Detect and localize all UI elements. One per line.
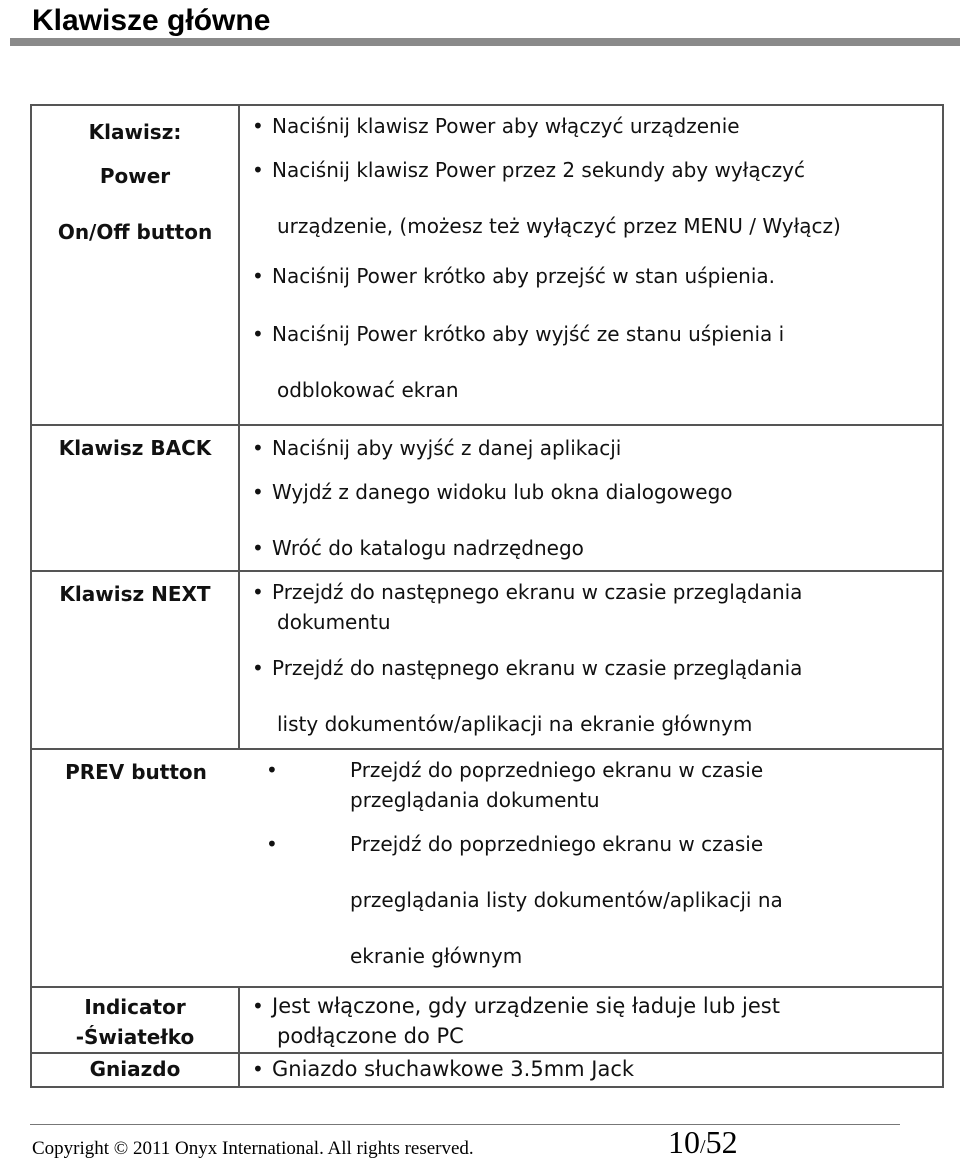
key-name-line-2: Power	[99, 164, 171, 188]
list-item-continuation: dokumentu	[277, 610, 391, 634]
bullet-icon: •	[252, 264, 264, 288]
list-item: • Naciśnij Power krótko aby przejść w stan uśpienia.	[252, 264, 776, 288]
list-item-continuation: listy dokumentów/aplikacji na ekranie głównym	[277, 712, 753, 736]
table-row-back	[31, 425, 943, 571]
list-item: • Przejdź do poprzedniego ekranu w czasie	[266, 832, 764, 856]
list-item: • Gniazdo słuchawkowe 3.5mm Jack	[240, 1054, 942, 1084]
table-row-next	[31, 571, 943, 749]
list-item-continuation: odblokować ekran	[277, 378, 459, 402]
table-row-prev	[31, 749, 943, 987]
table-row-power	[31, 105, 943, 425]
list-item-continuation: przeglądania dokumentu	[350, 788, 600, 812]
list-item-continuation: ekranie głównym	[350, 944, 523, 968]
bullet-icon: •	[252, 158, 264, 182]
table-row-socket	[31, 1053, 943, 1087]
list-item: • Jest włączone, gdy urządzenie się ładuje lub jest	[252, 994, 780, 1018]
key-name-cell	[31, 105, 239, 425]
bullet-icon: •	[252, 656, 264, 680]
page-title: Klawisze główne	[32, 4, 271, 37]
bullet-icon: •	[252, 322, 264, 346]
key-name-line-1: Klawisz:	[88, 120, 182, 144]
bullet-icon: •	[252, 436, 264, 460]
list-item: • Przejdź do następnego ekranu w czasie przeglądania	[252, 580, 803, 604]
bullet-icon: •	[252, 1057, 264, 1081]
key-name: Klawisz NEXT	[59, 582, 211, 606]
total-pages: 52	[705, 1124, 738, 1160]
keys-table	[30, 104, 944, 1088]
key-desc-cell	[31, 749, 943, 987]
key-name: Gniazdo	[89, 1057, 181, 1081]
list-item: • Wyjdź z danego widoku lub okna dialogowego	[252, 480, 733, 504]
key-name-cell	[31, 571, 239, 749]
list-item: • Naciśnij Power krótko aby wyjść ze stanu uśpienia i	[252, 322, 785, 346]
bullet-icon: •	[252, 114, 264, 138]
list-item-continuation: podłączone do PC	[277, 1024, 464, 1048]
list-item: • Przejdź do następnego ekranu w czasie przeglądania	[252, 656, 803, 680]
key-name-cell	[31, 987, 239, 1053]
list-item: • Naciśnij aby wyjść z danej aplikacji	[252, 436, 622, 460]
current-page: 10	[668, 1124, 700, 1160]
footer-divider	[30, 1124, 900, 1125]
key-desc-cell	[239, 105, 943, 425]
bullet-icon: •	[252, 994, 264, 1018]
page-number	[668, 1124, 738, 1161]
key-desc-cell	[239, 571, 943, 749]
key-desc-cell	[239, 1053, 943, 1087]
list-item: • Przejdź do poprzedniego ekranu w czasie	[266, 758, 764, 782]
key-desc-cell	[239, 425, 943, 571]
table-row-indicator	[31, 987, 943, 1053]
key-name-cell	[31, 1053, 239, 1087]
list-item: • Naciśnij klawisz Power aby włączyć urządzenie	[252, 114, 740, 138]
bullet-icon: •	[266, 758, 278, 782]
bullet-icon: •	[252, 536, 264, 560]
list-item-continuation: przeglądania listy dokumentów/aplikacji na	[350, 888, 783, 912]
bullet-icon: •	[266, 832, 278, 856]
key-name-line-2: -Światełko	[75, 1025, 195, 1049]
bullet-icon: •	[252, 580, 264, 604]
list-item: • Naciśnij klawisz Power przez 2 sekundy aby wyłączyć	[252, 158, 805, 182]
list-item-continuation: urządzenie, (możesz też wyłączyć przez MENU / Wyłącz)	[277, 214, 841, 238]
key-name: PREV button	[65, 760, 207, 784]
list-item: • Wróć do katalogu nadrzędnego	[252, 536, 584, 560]
key-desc-cell	[239, 987, 943, 1053]
bullet-icon: •	[252, 480, 264, 504]
key-name-line-1: Indicator	[84, 995, 186, 1019]
key-name-line-3: On/Off button	[57, 220, 213, 244]
copyright-text: Copyright © 2011 Onyx International. All rights reserved.	[32, 1138, 474, 1159]
key-name: Klawisz BACK	[58, 436, 212, 460]
title-underline	[10, 38, 960, 46]
key-name-cell	[31, 425, 239, 571]
page-separator: /	[700, 1136, 706, 1158]
